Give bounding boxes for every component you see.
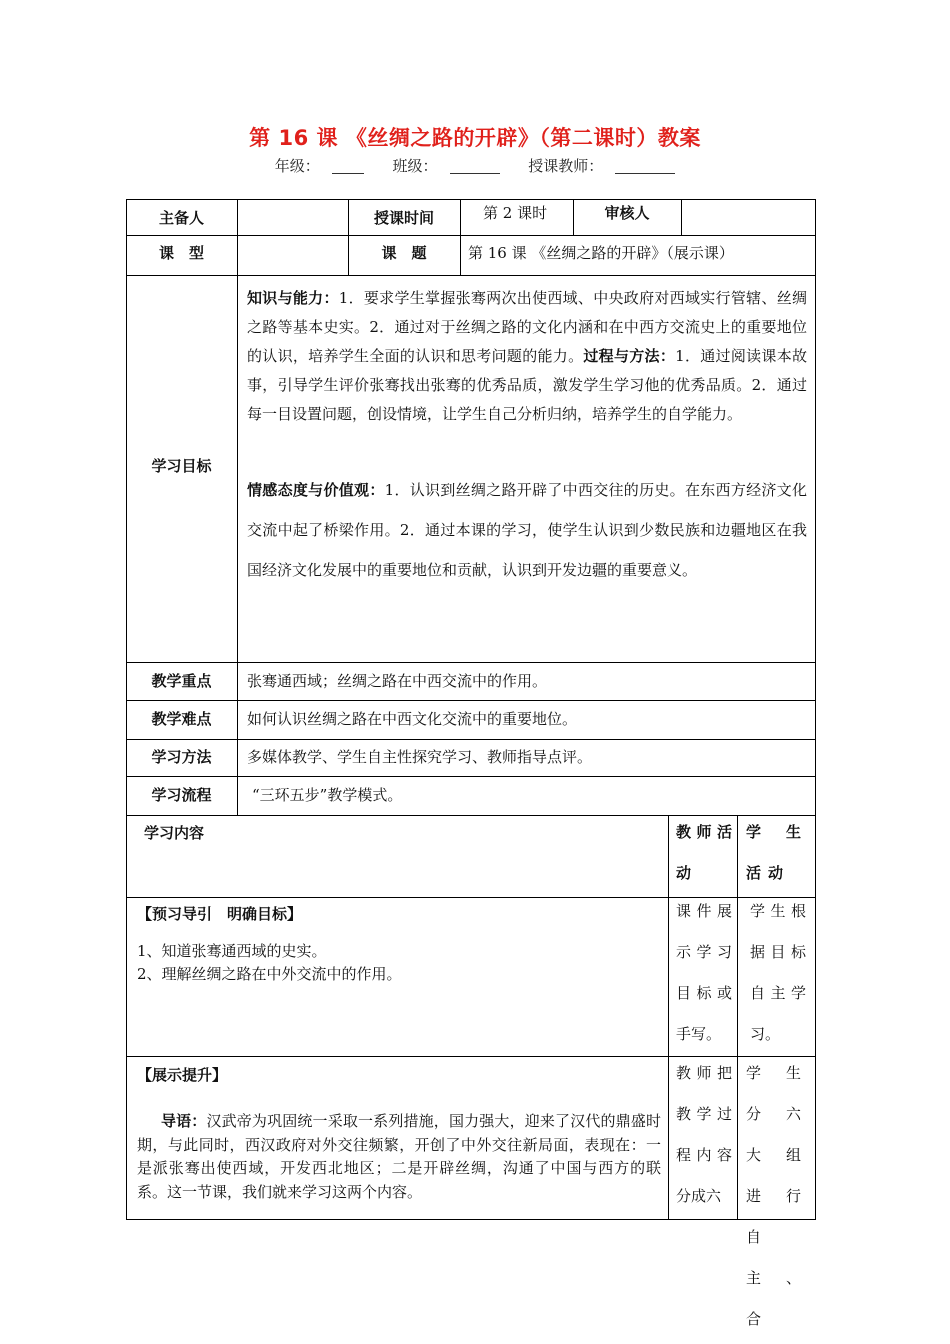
presenter-label: 主备人 <box>158 209 204 227</box>
preview-student-activity: 学生根据目标自主学习。 <box>750 902 806 1043</box>
difficulties-value: 如何认识丝绸之路在中西文化交流中的重要地位。 <box>247 710 578 728</box>
key-points-label: 教学重点 <box>151 672 212 690</box>
showcase-student-activity: 学生分六大组进行自主、合 <box>746 1064 808 1328</box>
class-label: 班级： <box>392 157 438 175</box>
teacher-blank <box>615 159 675 174</box>
preview-item: 1、知道张骞通西域的史实。 <box>137 942 327 960</box>
page-title: 第 16 课 《丝绸之路的开辟》（第二课时）教案 <box>249 126 701 150</box>
grade-label: 年级： <box>274 157 320 175</box>
lesson-type-label: 课 型 <box>158 244 204 262</box>
showcase-teacher-activity: 教师把教学过程内容分成六 <box>676 1064 732 1205</box>
emotion-title: 情感态度与价值观： <box>247 481 385 499</box>
difficulties-label: 教学难点 <box>151 710 212 728</box>
reviewer-label: 审核人 <box>604 204 650 222</box>
knowledge-text: 1．要求学生掌握张骞两次出使西域、中央政府对西域实行管辖、丝绸之路等基本史实。2．通过对于丝绸之路的文化内涵和在中西方交流史上的重要地位的认识，培养学生全面的认识和思考问题的能力。 <box>247 289 807 365</box>
process-title: 过程与方法： <box>583 347 676 365</box>
teacher-label: 授课教师： <box>528 157 604 175</box>
lesson-time-value: 第 2 课时 <box>483 204 548 222</box>
topic-label: 课 题 <box>381 244 427 262</box>
student-activity-header: 学生活动 <box>746 823 808 882</box>
preview-item: 2、理解丝绸之路在中外交流中的作用。 <box>137 965 402 983</box>
teacher-activity-header: 教师活动 <box>676 823 732 882</box>
process-text: 1．通过阅读课本故事，引导学生评价张骞找出张骞的优秀品质，激发学生学习他的优秀品质。2．通过每一目设置问题，创设情境，让学生自己分析归纳，培养学生的自学能力。 <box>247 347 807 423</box>
flow-label: 学习流程 <box>151 786 212 804</box>
preview-title: 【预习导引 明确目标】 <box>137 905 303 923</box>
showcase-title: 【展示提升】 <box>137 1066 228 1084</box>
intro-text: 汉武帝为巩固统一采取一系列措施，国力强大，迎来了汉代的鼎盛时期，与此同时，西汉政府对外交往频繁，开创了中外交往新局面，表现在：一是派张骞出使西域，开发西北地区；二是开辟丝绸，沟通了中国与西方的联系。这一节课，我们就来学习这两个内容。 <box>137 1112 661 1201</box>
flow-value: “三环五步”教学模式。 <box>252 786 403 804</box>
header-fields <box>0 155 950 176</box>
objectives-emotion <box>247 470 807 590</box>
showcase-intro <box>137 1110 661 1204</box>
preview-teacher-activity: 课件展示学习目标或手写。 <box>676 902 732 1043</box>
objectives-knowledge-process <box>247 284 807 429</box>
methods-label: 学习方法 <box>151 748 212 766</box>
methods-value: 多媒体教学、学生自主性探究学习、教师指导点评。 <box>247 748 593 766</box>
lesson-time-label: 授课时间 <box>373 209 434 227</box>
key-points-value: 张骞通西域；丝绸之路在中西交流中的作用。 <box>247 672 548 690</box>
class-blank <box>450 159 500 174</box>
grade-blank <box>332 159 364 174</box>
emotion-text: 1．认识到丝绸之路开辟了中西交往的历史。在东西方经济文化交流中起了桥梁作用。2．通过本课的学习，使学生认识到少数民族和边疆地区在我国经济文化发展中的重要地位和贡献，认识到开发边疆的重要意义。 <box>247 481 807 579</box>
objectives-label: 学习目标 <box>151 457 212 475</box>
knowledge-title: 知识与能力： <box>247 289 339 307</box>
content-label: 学习内容 <box>144 824 205 842</box>
intro-label: 导语： <box>161 1112 207 1130</box>
topic-value: 第 16 课 《丝绸之路的开辟》（展示课） <box>468 244 734 262</box>
